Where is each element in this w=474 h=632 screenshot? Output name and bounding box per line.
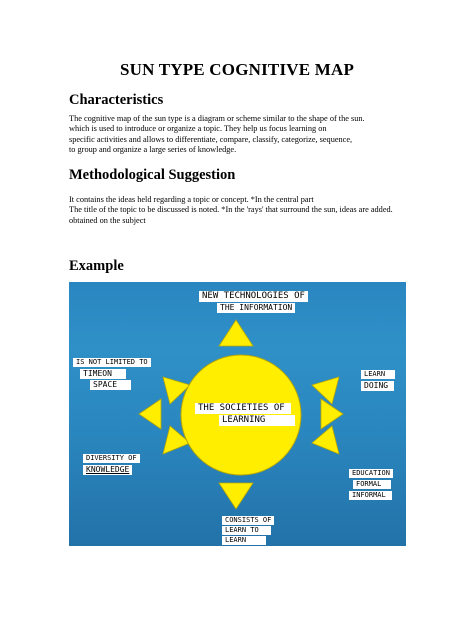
sun-ray-left [139,399,161,429]
methodological-paragraph [69,195,429,226]
bottom-label-line3: LEARN [222,536,266,545]
paragraph-line: The title of the topic to be discussed is noted. *In the 'rays' that surround the sun, ideas are added. [69,205,393,215]
top-label-line1: NEW TECHNOLOGIES OF [199,291,308,302]
paragraph-line: specific activities and allows to differentiate, compare, classify, categorize, sequence, [69,134,353,144]
bottom-label-line2: LEARN TO [222,526,271,535]
sun-cognitive-map-diagram [69,282,406,546]
top-label-line2: THE INFORMATION [217,303,295,313]
paragraph-line: obtained on the subject [69,215,146,225]
right-bottom-label-line1: EDUCATION [349,469,393,478]
right-bottom-label-line3: INFORMAL [349,491,392,500]
center-label-line2: LEARNING [219,415,295,426]
sun-ray-bottom-right [312,426,339,454]
left-top-label-line2: TIMEON [80,369,126,379]
left-bottom-label-line2: KNOWLEDGE [83,465,132,475]
heading-example: Example [69,258,124,274]
right-bottom-label-line2: FORMAL [353,480,391,489]
bottom-label-line1: CONSISTS OF [222,516,274,525]
center-label-line1: THE SOCIETIES OF [195,403,291,414]
sun-graphic [69,282,406,546]
left-top-label-line1: IS NOT LIMITED TO [73,358,151,367]
paragraph-line: which is used to introduce or organize a topic. They help us focus learning on [69,124,327,134]
right-top-label-line1: LEARN [361,370,395,379]
paragraph-line: to group and organize a large series of knowledge. [69,145,237,155]
left-top-label-line3: SPACE [90,380,131,390]
characteristics-paragraph [69,114,429,156]
page-title: SUN TYPE COGNITIVE MAP [119,60,355,79]
heading-methodological-suggestion: Methodological Suggestion [69,167,236,183]
left-bottom-label-line1: DIVERSITY OF [83,454,140,463]
paragraph-line: The cognitive map of the sun type is a diagram or scheme similar to the shape of the sun. [69,114,365,123]
sun-ray-top-right [312,377,339,404]
heading-characteristics: Characteristics [69,92,164,108]
sun-ray-top [219,320,253,346]
paragraph-line: It contains the ideas held regarding a topic or concept. *In the central part [69,195,314,204]
sun-ray-bottom [219,483,253,509]
right-top-label-line2: DOING [361,381,394,391]
